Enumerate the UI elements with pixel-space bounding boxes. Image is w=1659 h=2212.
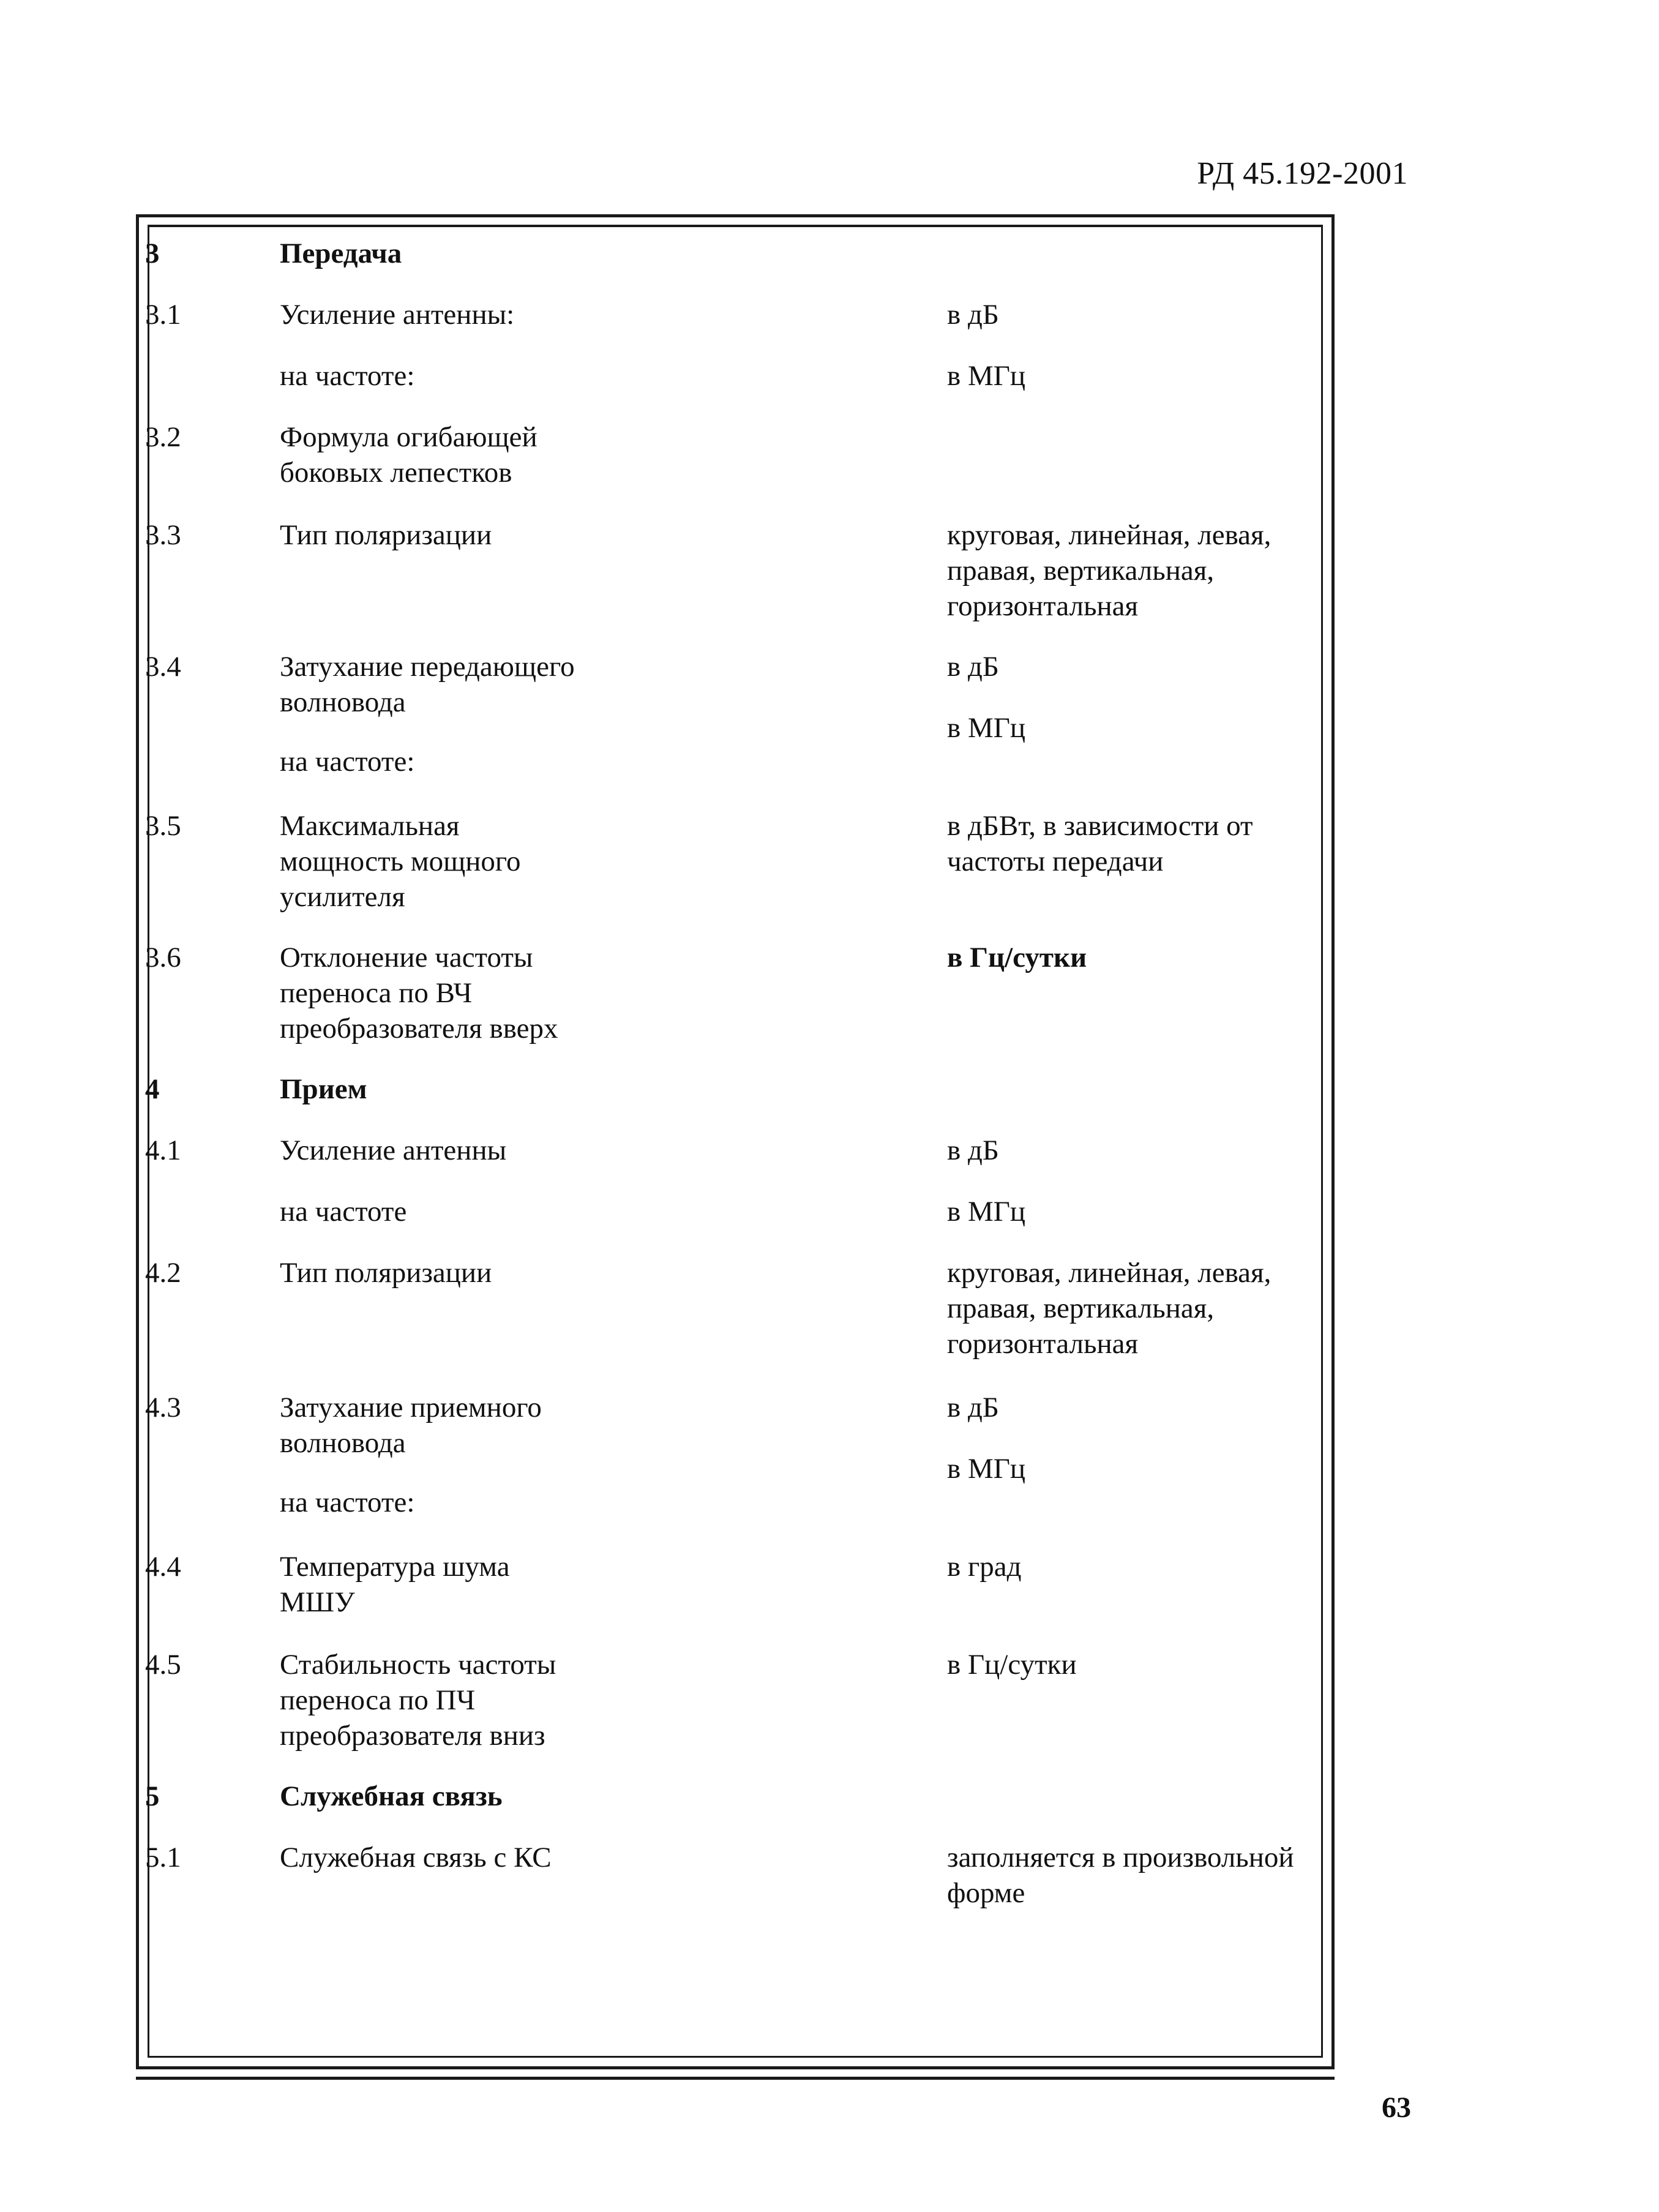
row-number: 3 <box>145 238 160 269</box>
row-label: Формула огибающей боковых лепестков <box>280 421 537 489</box>
row-value: в МГц <box>947 1453 1026 1485</box>
row-number: 5.1 <box>145 1842 181 1873</box>
row-number: 4 <box>145 1073 160 1105</box>
row-value: в град <box>947 1551 1022 1583</box>
row-value: в дБ <box>947 1392 999 1423</box>
row-value: круговая, линейная, левая, правая, вертикальная, горизонтальная <box>947 1257 1271 1360</box>
row-value: в МГц <box>947 712 1026 744</box>
row-value: в МГц <box>947 360 1026 392</box>
row-value: в Гц/сутки <box>947 1649 1077 1681</box>
row-label: на частоте: <box>280 1487 415 1518</box>
row-value: в Гц/сутки <box>947 942 1087 973</box>
row-value: в дБ <box>947 299 999 331</box>
row-number: 4.4 <box>145 1551 181 1583</box>
row-label: Максимальная мощность мощного усилителя <box>280 810 521 913</box>
section-title: Прием <box>280 1073 367 1105</box>
row-number: 3.6 <box>145 942 181 973</box>
document-code: РД 45.192-2001 <box>1197 156 1408 191</box>
row-number: 3.1 <box>145 299 181 331</box>
section-title: Служебная связь <box>280 1780 503 1812</box>
row-label: на частоте: <box>280 360 415 392</box>
row-number: 3.4 <box>145 651 181 683</box>
row-label: Служебная связь с КС <box>280 1842 552 1873</box>
row-value: в дБ <box>947 651 999 683</box>
row-number: 4.5 <box>145 1649 181 1681</box>
row-number: 3.3 <box>145 519 181 551</box>
row-value: в МГц <box>947 1196 1026 1228</box>
row-label: Отклонение частоты переноса по ВЧ преобразователя вверх <box>280 942 558 1044</box>
row-number: 4.1 <box>145 1134 181 1166</box>
row-number: 3.5 <box>145 810 181 842</box>
row-label: Тип поляризации <box>280 519 492 551</box>
row-value: заполняется в произвольной форме <box>947 1842 1294 1909</box>
row-label: Усиление антенны: <box>280 299 515 331</box>
row-value: в дБ <box>947 1134 999 1166</box>
row-value: в дБВт, в зависимости от частоты передачи <box>947 810 1253 877</box>
row-value: круговая, линейная, левая, правая, вертикальная, горизонтальная <box>947 519 1271 622</box>
row-label: на частоте: <box>280 746 415 778</box>
section-title: Передача <box>280 238 402 269</box>
row-label: Стабильность частоты переноса по ПЧ преобразователя вниз <box>280 1649 556 1752</box>
page-number: 63 <box>1382 2091 1411 2124</box>
row-number: 5 <box>145 1780 160 1812</box>
row-number: 3.2 <box>145 421 181 453</box>
row-label: на частоте <box>280 1196 407 1228</box>
row-number: 4.3 <box>145 1392 181 1423</box>
row-label: Температура шума МШУ <box>280 1551 510 1618</box>
row-label: Тип поляризации <box>280 1257 492 1289</box>
row-number: 4.2 <box>145 1257 181 1289</box>
row-label: Затухание приемного волновода <box>280 1392 542 1459</box>
table-frame <box>136 214 1335 2069</box>
row-label: Усиление антенны <box>280 1134 507 1166</box>
row-label: Затухание передающего волновода <box>280 651 575 718</box>
